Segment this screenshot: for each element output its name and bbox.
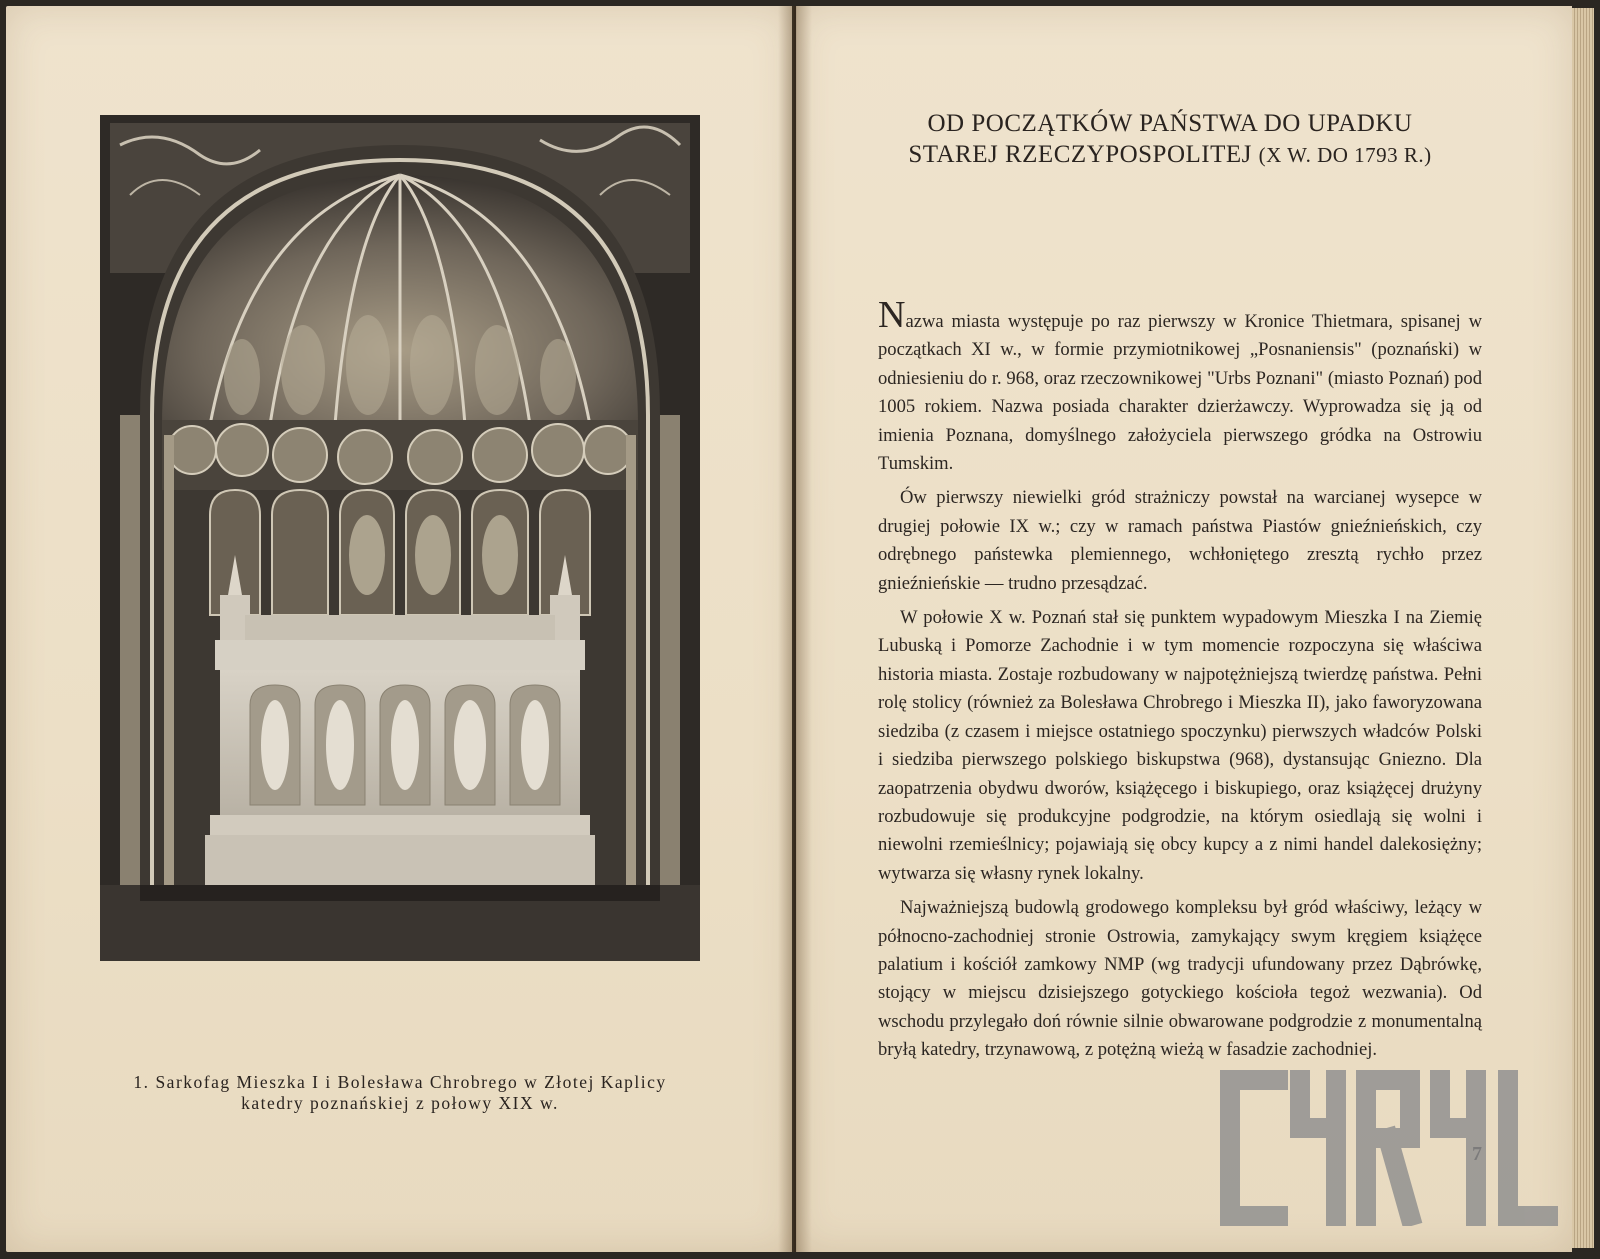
- watermark-letter-y: [1300, 1080, 1336, 1216]
- figure-caption-line1: [105, 1072, 695, 1093]
- paragraph-3: W połowie X w. Poznań stał się punktem wypadowym Mieszka I na Ziemię Lubuską i Pomorze Zachodnie i w tym momencie rozpoczyna się właściwa historia miasta. Zostaje rozbudowany w najpotężniejszą twierdzę państwa. Pełni rolę stolicy (również za Bolesława Chrobrego i Mieszka II), jako faworyzowana siedziba (z czasem i miejsce ostatniego spoczynku) pierwszych władców Polski i siedziba pierwszego polskiego biskupstwa (968), dystansując Gniezno. Dla zaopatrzenia obydwu dworów, książęcego i biskupiego, oraz książęcej drużyny rozbudowuje się produkcyjne podgrodzie, na którym osiedlają się wolni i niewolni rzemieślnicy; pojawiają się obcy kupcy a z nimi handel dalekosiężny; wytwarza się własny rynek lokalny.: [878, 607, 1482, 884]
- paragraph-2: Ów pierwszy niewielki gród strażniczy powstał na warcianej wysepce w drugiej połowie IX w.; czy w ramach państwa Piastów gnieźnieńskich, czy odrębnego państewka plemiennego, wchłoniętego zresztą rychło przez gnieźnieńskie — trudno przesądzać.: [878, 487, 1482, 594]
- book-gutter: [778, 6, 812, 1252]
- cyryl-watermark-logo: [1218, 1068, 1558, 1226]
- chapter-title-line2-text: STAREJ RZECZYPOSPOLITEJ: [908, 141, 1252, 168]
- chapter-title-line1: OD POCZĄTKÓW PAŃSTWA DO UPADKU: [927, 110, 1413, 137]
- watermark-letter-r: [1366, 1080, 1410, 1216]
- body-text: [878, 294, 1482, 1071]
- watermark-letter-y2: [1440, 1080, 1476, 1216]
- sarcophagus-photo: [100, 115, 700, 961]
- figure-caption-number: 1.: [133, 1072, 150, 1092]
- chapter-title: [880, 108, 1460, 171]
- watermark-letter-c: [1230, 1080, 1278, 1216]
- chapter-title-dates: (X W. DO 1793 R.): [1258, 143, 1432, 167]
- figure-caption-text1: Sarkofag Mieszka I i Bolesława Chrobrego w Złotej Kaplicy: [155, 1072, 667, 1092]
- drop-cap: N: [878, 294, 906, 336]
- chapter-title-line2: [880, 139, 1460, 171]
- page-number: 7: [1472, 1143, 1482, 1165]
- figure-caption-line2: katedry poznańskiej z połowy XIX w.: [241, 1093, 559, 1113]
- paragraph-1: [878, 294, 1482, 478]
- watermark-letter-l: [1508, 1080, 1548, 1216]
- paragraph-1-text: azwa miasta występuje po raz pierwszy w Kronice Thietmara, spisanej w początkach XI w., w formie przymiotnikowej „Posnaniensis" (poznański) w odniesieniu do r. 968, oraz rzeczownikowej "Urbs Poznani" (miasto Poznań) pod 1005 rokiem. Nazwa posiada charakter dzierżawczy. Wyprowadza się ją od imienia Poznana, domyślnego założyciela pierwszego gródka na Ostrowiu Tumskim.: [878, 311, 1482, 475]
- page-edges: [1572, 8, 1594, 1248]
- watermark-letters: [1230, 1080, 1548, 1216]
- paragraph-4: Najważniejszą budowlą grodowego kompleksu był gród właściwy, leżący w północno-zachodniej stronie Ostrowia, zamykający swym kręgiem książęce palatium i kościół zamkowy NMP (wg tradycji ufundowany przez Dąbrówkę, stojący w miejscu dzisiejszego gotyckiego kościoła tegoż wezwania). Od wschodu przylegało doń równie silnie obwarowane podgrodzie z monumentalną bryłą katedry, trzynawową, z potężną wieżą w fasadzie zachodniej.: [878, 897, 1482, 1061]
- figure-caption: [105, 1072, 695, 1114]
